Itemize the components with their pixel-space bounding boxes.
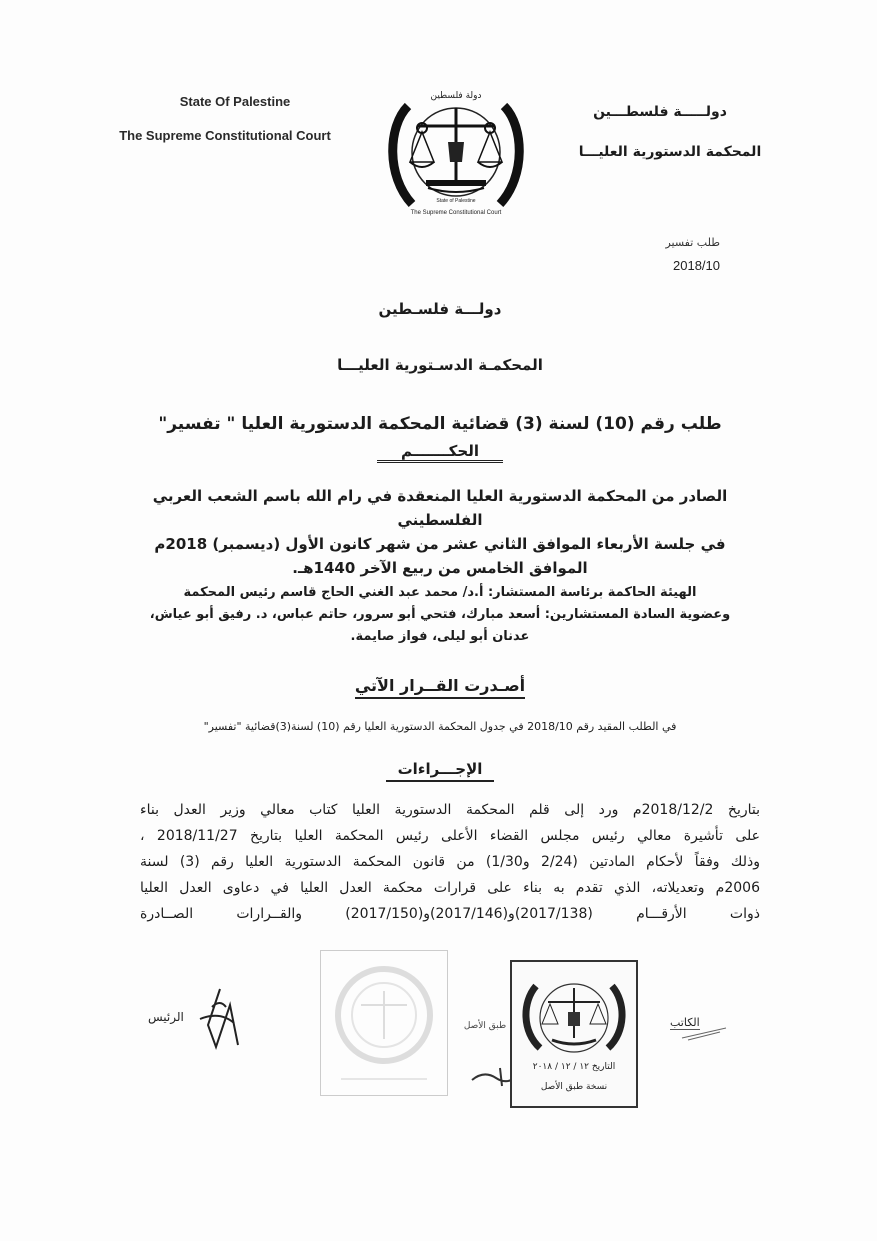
intro-paragraph <box>110 484 770 580</box>
president-signature <box>190 985 250 1055</box>
title-request: طلب رقم (10) لسنة (3) قضائية المحكمة الدستورية العليا " تفسير" <box>158 414 722 434</box>
procedures-line: ذوات الأرقـــام (2017/138)و(2017/146)و(2017/150) والقــرارات الصــادرة <box>140 906 760 922</box>
panel-line-3: عدنان أبو ليلى، فواز صايمة. <box>350 629 530 644</box>
procedures-heading-wrap <box>340 760 540 778</box>
intro-line-2: في جلسة الأربعاء الموافق الثاني عشر من شهر كانون الأول (ديسمبر) 2018م <box>154 535 726 553</box>
right-laurel <box>500 106 519 204</box>
procedures-line: على تأشيرة معالي رئيس مجلس القضاء الأعلى رئيس المحكمة العليا بتاريخ 2018/11/27 ، <box>140 828 760 844</box>
faded-seal-stamp <box>320 950 448 1096</box>
header-state-ar: دولـــــة فلسطـــين <box>593 104 727 120</box>
eagle-emblem <box>448 142 464 162</box>
intro-line-3: الموافق الخامس من ربيع الآخر 1440هـ. <box>292 559 588 577</box>
reference-label: طلب تفسير <box>665 236 720 249</box>
handwritten-note: طبق الأصل <box>463 1021 507 1031</box>
procedures-heading: الإجـــراءات <box>386 760 495 782</box>
logo-mid-text: State of Palestine <box>436 198 476 204</box>
procedures-line: وذلك وفقاً لأحكام المادتين (2/24 و1/30) من قانون المحكمة الدستورية العليا رقم (3) لسنة <box>140 854 760 870</box>
header-court-ar: المحكمة الدستورية العليـــا <box>578 144 762 160</box>
reference-number: 2018/10 <box>673 258 720 273</box>
ruling-heading: الحكـــــــم <box>377 442 503 463</box>
panel-paragraph <box>110 582 770 648</box>
procedures-line: 2006م وتعديلاته، الذي تقدم به بناء على قرارات محكمة العدل العليا في دعاوى العدل العليا <box>140 880 760 896</box>
title-state: دولـــة فلسـطين <box>378 300 502 318</box>
panel-line-1: الهيئة الحاكمة برئاسة المستشار: أ.د/ محمد عبد الغني الحاج قاسم رئيس المحكمة <box>183 585 697 600</box>
certified-copy-stamp <box>510 960 638 1108</box>
panel-line-2: وعضوية السادة المستشارين: أسعد مبارك، فتحي أبو سرور، حاتم عباس، د. رفيق أبو عياش، <box>149 607 731 622</box>
decision-heading: أصـدرت القــرار الآتي <box>355 676 525 699</box>
logo-arabic-text: دولة فلسطين <box>430 91 482 101</box>
president-label: الرئيس <box>148 1010 184 1024</box>
header-state-en: State Of Palestine <box>179 94 291 109</box>
court-seal-logo <box>378 76 534 222</box>
decision-heading-wrap <box>300 676 580 695</box>
clerk-signature <box>680 1024 730 1042</box>
title-ruling <box>340 442 540 460</box>
header-court-en: The Supreme Constitutional Court <box>119 128 331 143</box>
procedures-line: بتاريخ 2018/12/2م ورد إلى قلم المحكمة الدستورية العليا كتاب معالي وزير العدل بناء <box>140 802 760 818</box>
title-court: المحكمـة الدسـتورية العليـــا <box>337 356 543 374</box>
left-laurel <box>393 106 412 204</box>
logo-english-text: The Supreme Constitutional Court <box>410 210 502 216</box>
stamp-copy-label: نسخة طبق الأصل <box>540 1082 608 1092</box>
intro-line-1: الصادر من المحكمة الدستورية العليا المنعقدة في رام الله باسم الشعب العربي الفلسطيني <box>152 487 728 529</box>
stamp-date: التاريخ ١٢ / ١٢ / ٢٠١٨ <box>532 1062 616 1072</box>
procedures-paragraph <box>140 797 760 927</box>
decision-line: في الطلب المقيد رقم 2018/10 في جدول المحكمة الدستورية العليا رقم (10) لسنة(3)قضائية "تفسير" <box>203 720 677 733</box>
clerk-label: الكاتب <box>670 1016 700 1029</box>
